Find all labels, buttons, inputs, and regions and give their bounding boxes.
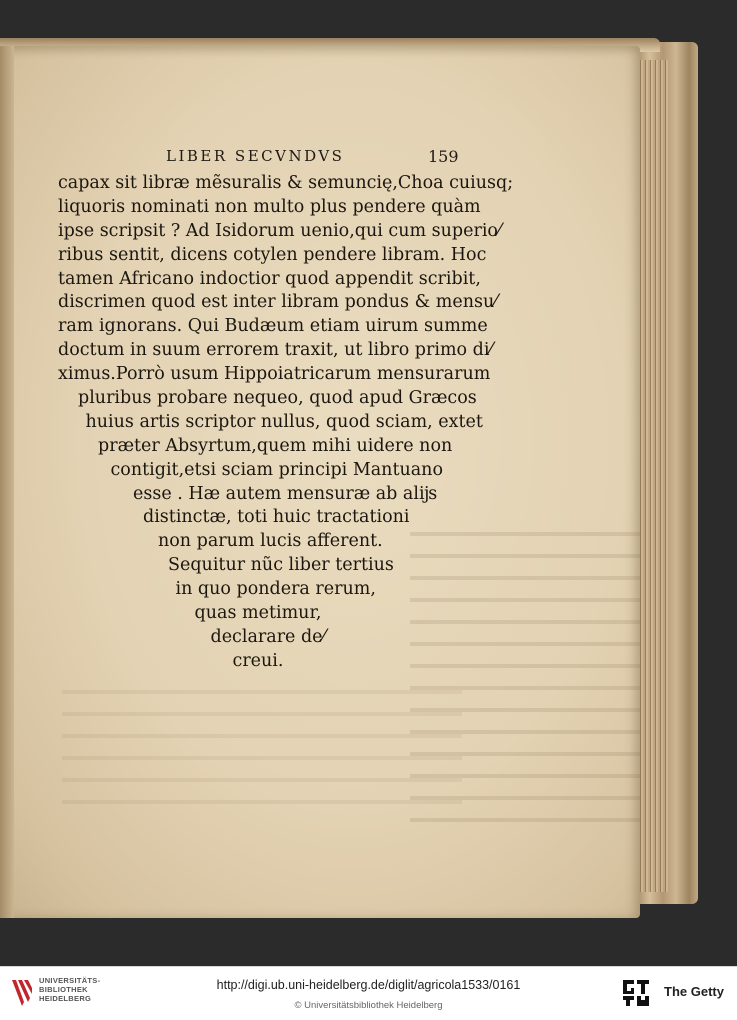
text-line: pluribus probare nequeo, quod apud Græcos: [78, 388, 477, 409]
viewer-footer: [0, 966, 737, 1020]
page-gutter: [0, 46, 14, 918]
text-line: distinctæ, toti huic tractationi: [143, 507, 410, 528]
text-line: creui.: [232, 650, 284, 671]
page-number: 159: [428, 147, 459, 166]
text-line: quas metimur,: [194, 603, 322, 624]
text-line: declarare de⁄: [210, 626, 326, 647]
copyright-notice: © Universitätsbibliothek Heidelberg: [294, 1000, 443, 1011]
text-line: discrimen quod est inter libram pondus & mensu⁄: [58, 292, 498, 313]
text-line: non parum lucis afferent.: [158, 531, 383, 552]
text-line: contigit,etsi sciam principi Mantuano: [110, 459, 443, 480]
text-line: Sequitur nũc liber tertius: [168, 555, 394, 576]
text-line: in quo pondera rerum,: [175, 579, 376, 600]
text-line: huius artis scriptor nullus, quod sciam, extet: [85, 411, 483, 432]
getty-logo[interactable]: [620, 977, 652, 1009]
show-through-text-lower: [62, 680, 462, 810]
text-line: præter Absyrtum,quem mihi uidere non: [98, 435, 453, 456]
permalink-url[interactable]: http://digi.ub.uni-heidelberg.de/diglit/agricola1533/0161: [216, 978, 521, 992]
library-name-line: UNIVERSITÄTS-: [39, 976, 101, 985]
library-name-line: BIBLIOTHEK: [39, 985, 88, 994]
text-line: ipse scripsit ? Ad Isidorum uenio,qui cum superio⁄: [58, 220, 501, 241]
text-line: ram ignorans. Qui Budæum etiam uirum summe: [58, 316, 488, 337]
running-head: LIBER SECVNDVS: [166, 147, 345, 165]
text-line: doctum in suum errorem traxit, ut libro primo di⁄: [58, 340, 493, 361]
text-line: esse . Hæ autem mensuræ ab alĳs: [133, 483, 438, 504]
body-text: [52, 172, 514, 674]
partner-name: The Getty: [664, 984, 724, 999]
text-line: ximus.Porrò usum Hippoiatricarum mensurarum: [58, 364, 491, 385]
text-line: tamen Africano indoctior quod appendit scribit,: [58, 268, 481, 289]
text-line: liquoris nominati non multo plus pendere quàm: [58, 196, 481, 217]
library-name-line: HEIDELBERG: [39, 994, 92, 1003]
text-line: ribus sentit, dicens cotylen pendere libram. Hoc: [58, 244, 487, 265]
page-header: [60, 147, 460, 171]
text-line: capax sit libræ mẽsuralis & semuncię,Choa cuiusq;: [58, 173, 514, 193]
